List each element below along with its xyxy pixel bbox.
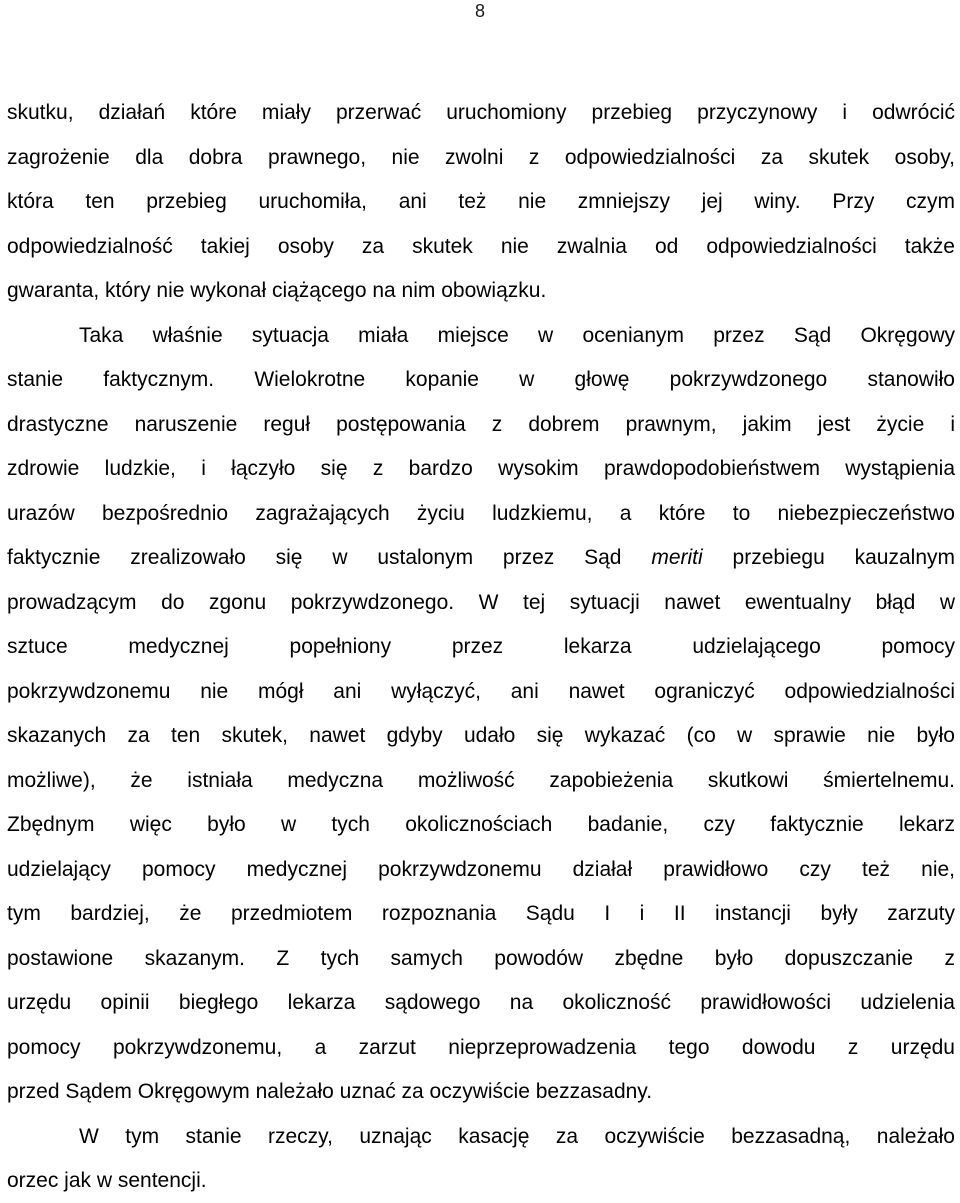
text-line: zdrowie ludzkie, i łączyło się z bardzo wysokim prawdopodobieństwem wystąpienia xyxy=(7,457,955,480)
text-line: sztuce medycznej popełniony przez lekarza udzielającego pomocy xyxy=(7,635,955,658)
text-line: gwaranta, który nie wykonał ciążącego na nim obowiązku. xyxy=(7,279,547,302)
text-line: stanie faktycznym. Wielokrotne kopanie w głowę pokrzywdzonego stanowiło xyxy=(7,368,955,391)
text-line: urzędu opinii biegłego lekarza sądowego na okoliczność prawidłowości udzielenia xyxy=(7,991,955,1014)
text-line: Taka właśnie sytuacja miała miejsce w ocenianym przez Sąd Okręgowy xyxy=(79,324,955,347)
italic-term: meriti xyxy=(651,546,703,569)
text-line: pomocy pokrzywdzonemu, a zarzut nieprzeprowadzenia tego dowodu z urzędu xyxy=(7,1036,955,1059)
text-line: skutku, działań które miały przerwać uruchomiony przebieg przyczynowy i odwrócić xyxy=(7,101,955,124)
text-line: W tym stanie rzeczy, uznając kasację za oczywiście bezzasadną, należało xyxy=(79,1125,955,1148)
text-line: możliwe), że istniała medyczna możliwość zapobieżenia skutkowi śmiertelnemu. xyxy=(7,769,955,792)
text-line xyxy=(7,536,955,580)
text-line: pokrzywdzonemu nie mógł ani wyłączyć, ani nawet ograniczyć odpowiedzialności xyxy=(7,680,955,703)
text-line: prowadzącym do zgonu pokrzywdzonego. W tej sytuacji nawet ewentualny błąd w xyxy=(7,591,955,614)
text-line: udzielający pomocy medycznej pokrzywdzonemu działał prawidłowo czy też nie, xyxy=(7,858,955,881)
text-line: drastyczne naruszenie reguł postępowania z dobrem prawnym, jakim jest życie i xyxy=(7,413,955,436)
page-number: 8 xyxy=(474,1,485,21)
text-line: zagrożenie dla dobra prawnego, nie zwolni z odpowiedzialności za skutek osoby, xyxy=(7,146,955,169)
text-line: odpowiedzialność takiej osoby za skutek nie zwalnia od odpowiedzialności także xyxy=(7,235,955,258)
text-line: orzec jak w sentencji. xyxy=(7,1169,207,1192)
text-line: tym bardziej, że przedmiotem rozpoznania Sądu I i II instancji były zarzuty xyxy=(7,902,955,925)
text-run: przebiegu kauzalnym xyxy=(702,546,956,569)
text-run: faktycznie zrealizowało się w ustalonym przez Sąd xyxy=(7,546,652,569)
text-line: przed Sądem Okręgowym należało uznać za oczywiście bezzasadny. xyxy=(7,1080,653,1103)
text-line: urazów bezpośrednio zagrażających życiu ludzkiemu, a które to niebezpieczeństwo xyxy=(7,502,955,525)
text-line: Zbędnym więc było w tych okolicznościach badanie, czy faktycznie lekarz xyxy=(7,813,955,836)
text-line: która ten przebieg uruchomiła, ani też nie zmniejszy jej winy. Przy czym xyxy=(7,190,955,213)
text-line: skazanych za ten skutek, nawet gdyby udało się wykazać (co w sprawie nie było xyxy=(7,724,955,747)
text-line: postawione skazanym. Z tych samych powodów zbędne było dopuszczanie z xyxy=(7,947,955,970)
